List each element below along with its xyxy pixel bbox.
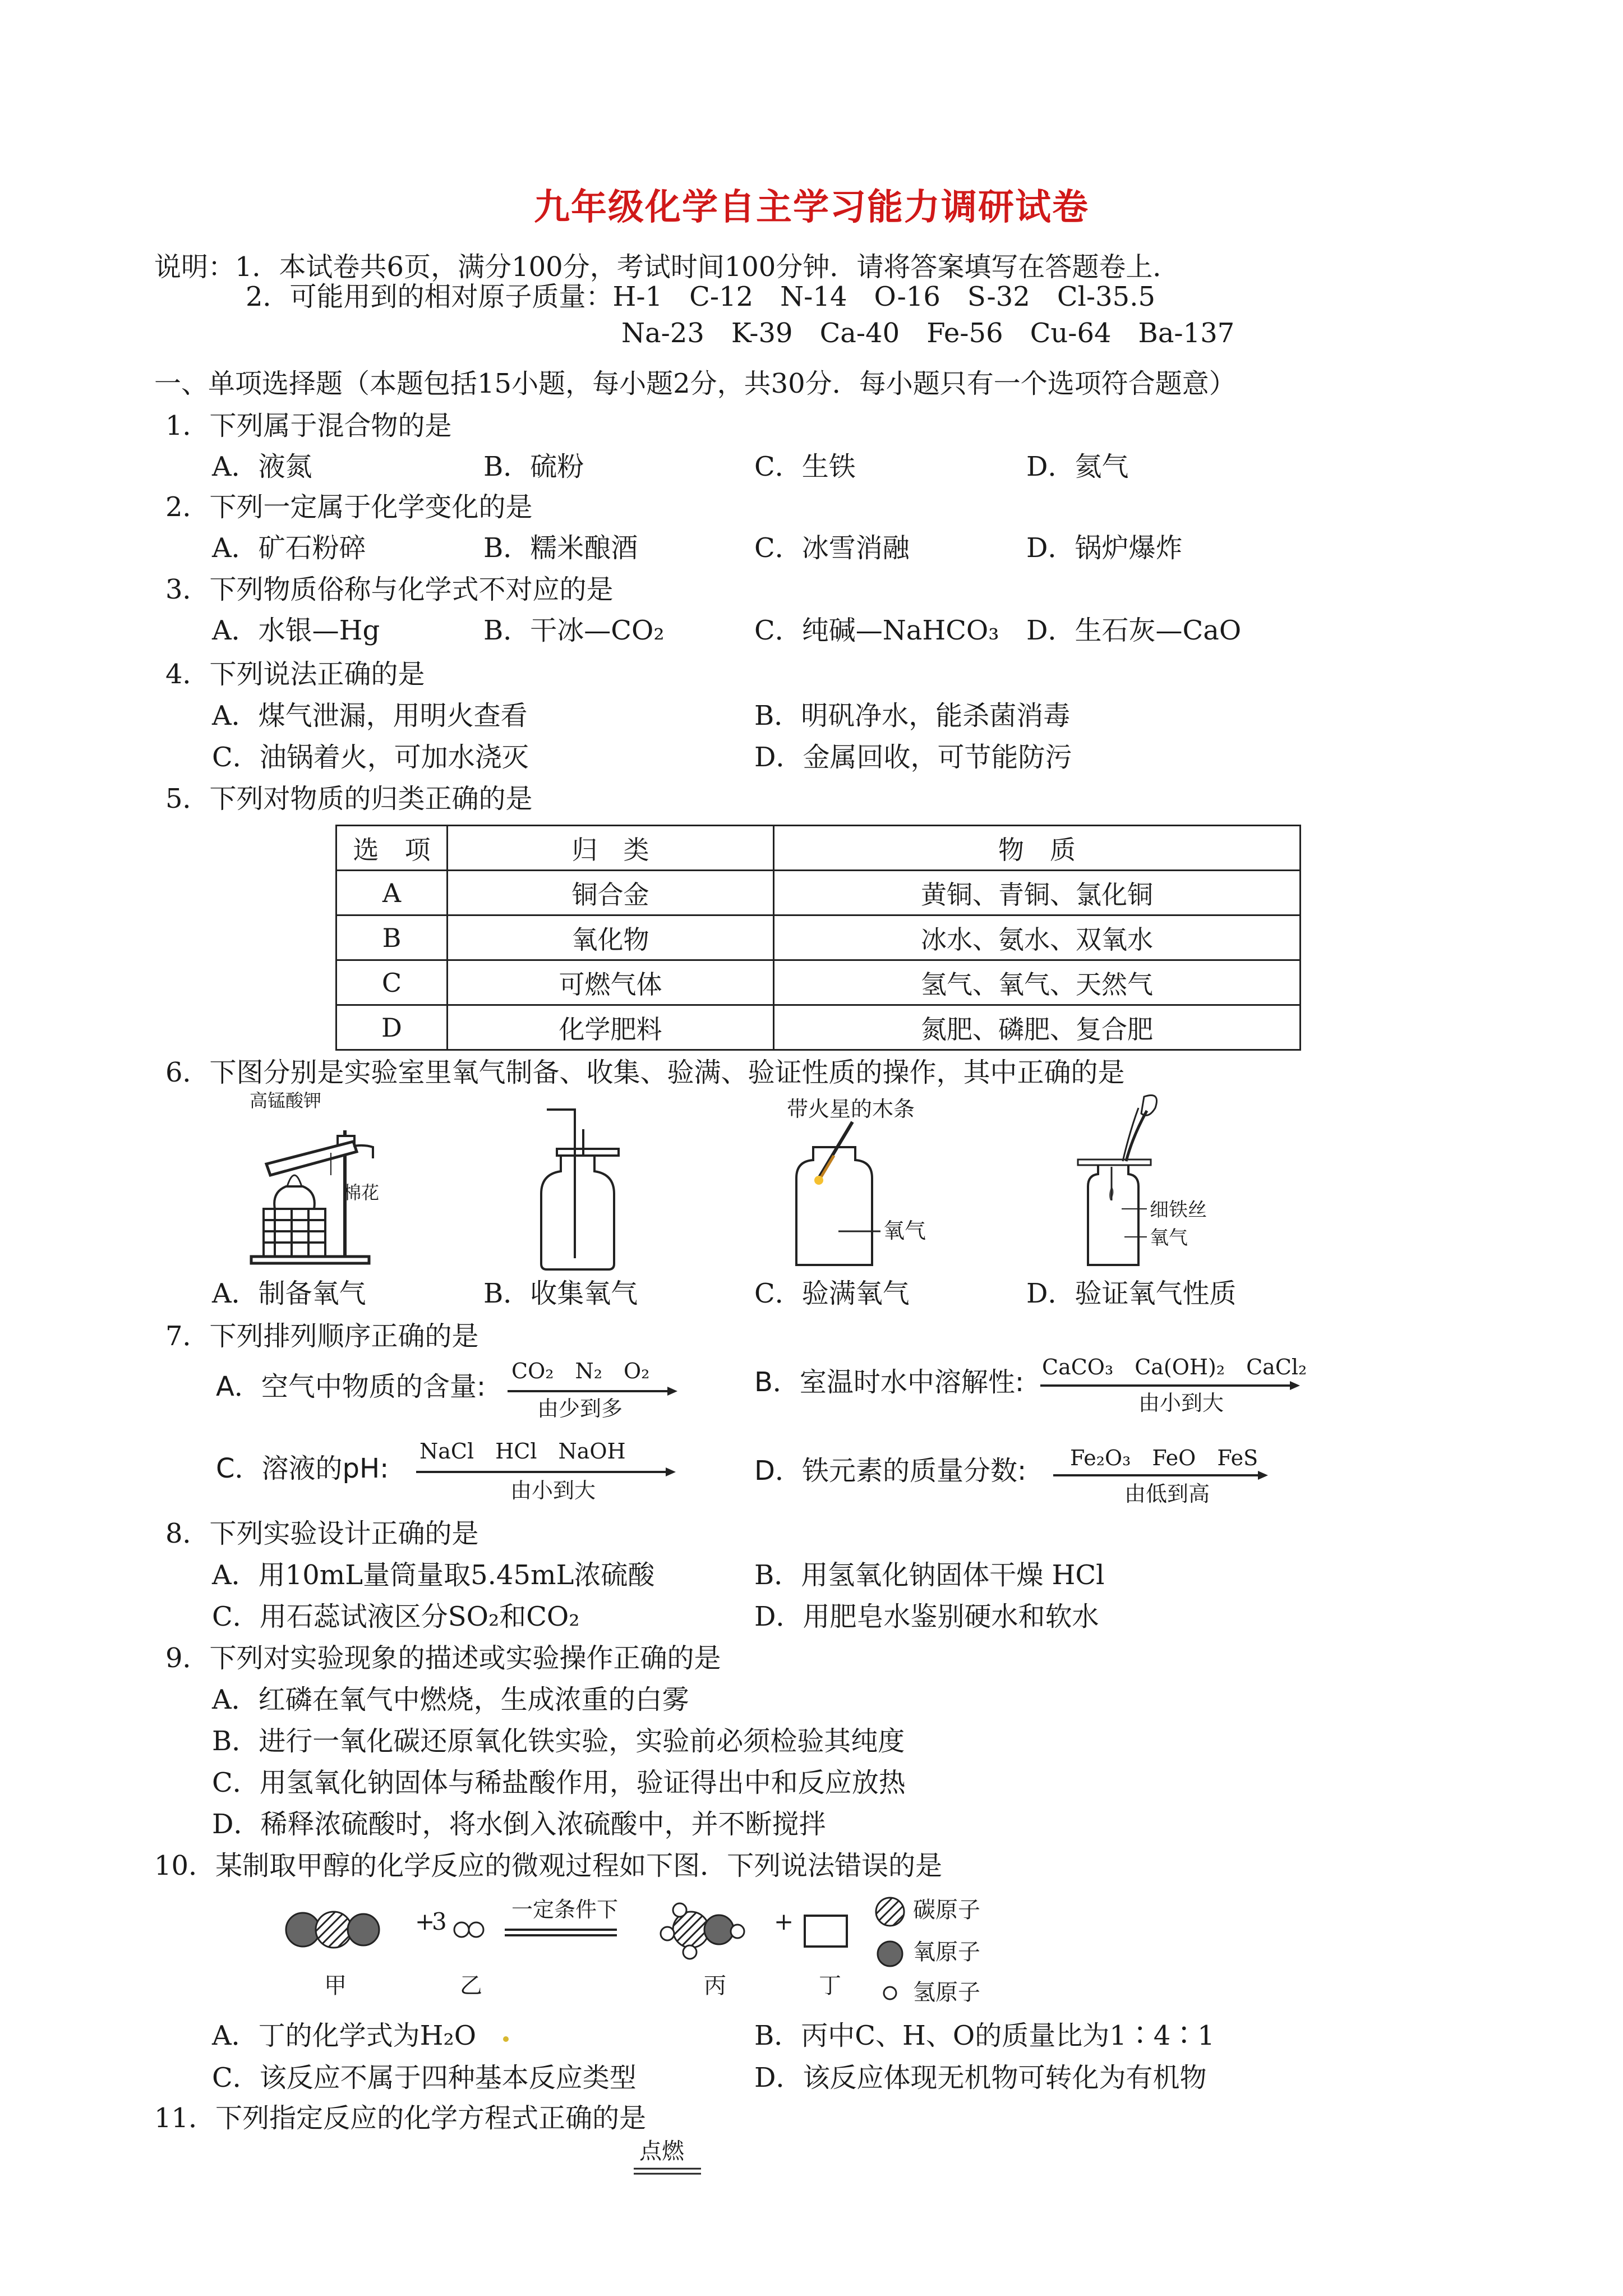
question-1-stem: 1．下列属于混合物的是 (165, 410, 452, 441)
q9-option-b: B．进行一氧化碳还原氧化铁实验，实验前必须检验其纯度 (212, 1726, 905, 1757)
q7-option-b-order: 由小到大 (1138, 1391, 1224, 1415)
table-header-cell: 归 类 (448, 826, 774, 871)
question-2-stem: 2．下列一定属于化学变化的是 (165, 491, 533, 523)
q7-a-arrow (508, 1386, 679, 1397)
page-title: 九年级化学自主学习能力调研试卷 (534, 186, 1089, 228)
q9-option-c: C．用氢氧化钠固体与稀盐酸作用，验证得出中和反应放热 (212, 1767, 906, 1798)
fig-d-wire-label: 细铁丝 (1150, 1199, 1207, 1221)
q7-option-b-items: CaCO₃ Ca(OH)₂ CaCl₂ (1042, 1355, 1307, 1379)
q1-option-c: C．生铁 (754, 451, 856, 482)
q2-option-d: D．锅炉爆炸 (1026, 532, 1183, 564)
table-header-cell: 物 质 (774, 826, 1301, 871)
q2-option-c: C．冰雪消融 (754, 532, 910, 564)
q8-option-c: C．用石蕊试液区分SO₂和CO₂ (212, 1601, 580, 1632)
legend-carbon-atom: 碳原子 (913, 1897, 980, 1923)
question-6-stem: 6．下图分别是实验室里氧气制备、收集、验满、验证性质的操作，其中正确的是 (165, 1057, 1125, 1088)
q7-option-d-items: Fe₂O₃ FeO FeS (1070, 1446, 1258, 1470)
fig-c-oxygen-label: 氧气 (883, 1218, 926, 1243)
fig-a-reagent-label: 高锰酸钾 (250, 1090, 322, 1111)
q7-c-arrow (416, 1466, 677, 1478)
product-bing-label: 丙 (704, 1973, 726, 1999)
question-4-stem: 4．下列说法正确的是 (165, 659, 425, 690)
fig-c-glowing-splint-test (788, 1122, 889, 1273)
q8-option-d: D．用肥皂水鉴别硬水和软水 (754, 1601, 1099, 1632)
stray-mark (503, 2036, 509, 2042)
instructions-line-2: 2．可能用到的相对原子质量：H-1 C-12 N-14 O-16 S-32 Cl-35.5 (246, 281, 1155, 312)
question-5-stem: 5．下列对物质的归类正确的是 (165, 783, 533, 815)
q4-option-b: B．明矾净水，能杀菌消毒 (754, 700, 1071, 731)
legend-oxygen-atom: 氧原子 (913, 1939, 980, 1965)
question-3-stem: 3．下列物质俗称与化学式不对应的是 (165, 574, 614, 605)
q7-option-c-items: NaCl HCl NaOH (419, 1439, 626, 1464)
q6-option-b: B．收集氧气 (483, 1278, 638, 1309)
q7-option-c-order: 由小到大 (510, 1478, 596, 1503)
q6-option-a: A．制备氧气 (212, 1278, 366, 1309)
table-cell: 化学肥料 (448, 1005, 774, 1050)
table-header-row (336, 826, 1301, 871)
atom-legend-markers (875, 1895, 906, 2007)
q1-option-d: D．氦气 (1026, 451, 1129, 482)
q3-option-b: B．干冰—CO₂ (483, 615, 665, 646)
q7-option-a-label: A．空气中物质的含量: (216, 1371, 486, 1402)
q7-d-arrow (1053, 1470, 1269, 1481)
instructions-line-3: Na-23 K-39 Ca-40 Fe-56 Cu-64 Ba-137 (621, 318, 1235, 349)
table-cell: B (336, 915, 448, 960)
table-cell: 氮肥、磷肥、复合肥 (774, 1005, 1301, 1050)
table-cell: 冰水、氨水、双氧水 (774, 915, 1301, 960)
q4-option-d: D．金属回收，可节能防污 (754, 742, 1072, 773)
q2-option-b: B．糯米酿酒 (483, 532, 638, 564)
product-ding-label: 丁 (819, 1973, 841, 1999)
question-10-stem: 10．某制取甲醇的化学反应的微观过程如下图．下列说法错误的是 (154, 1850, 943, 1881)
reaction-plus-1: + (415, 1908, 435, 1935)
q11-equation-double-line (634, 2166, 701, 2178)
q10-option-d: D．该反应体现无机物可转化为有机物 (754, 2062, 1207, 2093)
q7-option-b-label: B．室温时水中溶解性: (754, 1366, 1025, 1398)
fig-d-oxygen-label: 氧气 (1150, 1227, 1188, 1249)
classification-table (335, 825, 1301, 1051)
q3-option-c: C．纯碱—NaHCO₃ (754, 615, 999, 646)
q11-condition-label: 点燃 (639, 2138, 684, 2164)
q2-option-a: A．矿石粉碎 (212, 532, 366, 564)
table-row (336, 960, 1301, 1005)
q8-option-a: A．用10mL量筒量取5.45mL浓硫酸 (212, 1559, 655, 1591)
fig-b-collecting-bottle (536, 1104, 620, 1272)
fig-c-splint-label: 带火星的木条 (787, 1097, 915, 1121)
q10-option-b: B．丙中C、H、O的质量比为1∶4∶1 (754, 2020, 1215, 2051)
table-cell: A (336, 871, 448, 915)
q10-option-c: C．该反应不属于四种基本反应类型 (212, 2062, 637, 2093)
reaction-coefficient: 3 (432, 1908, 447, 1935)
q1-option-b: B．硫粉 (483, 451, 584, 482)
table-header-cell: 选 项 (336, 826, 448, 871)
q10-option-a: A．丁的化学式为H₂O (212, 2020, 477, 2051)
q4-option-c: C．油锅着火，可加水浇灭 (212, 742, 529, 773)
q4-option-a: A．煤气泄漏，用明火查看 (212, 700, 528, 731)
table-cell: D (336, 1005, 448, 1050)
q9-option-d: D．稀释浓硫酸时，将水倒入浓硫酸中，并不断搅拌 (212, 1809, 826, 1840)
table-row (336, 871, 1301, 915)
q3-option-d: D．生石灰—CaO (1026, 615, 1242, 646)
question-11-stem: 11．下列指定反应的化学方程式正确的是 (154, 2102, 647, 2134)
reactant-jia-label: 甲 (324, 1973, 347, 1999)
table-cell: 铜合金 (448, 871, 774, 915)
section-heading: 一、单项选择题（本题包括15小题，每小题2分，共30分．每小题只有一个选项符合题意） (154, 368, 1236, 399)
table-row (336, 915, 1301, 960)
question-9-stem: 9．下列对实验现象的描述或实验操作正确的是 (165, 1642, 721, 1674)
table-cell: 氢气、氧气、天然气 (774, 960, 1301, 1005)
instructions-line-1: 说明：1．本试卷共6页，满分100分，考试时间100分钟．请将答案填写在答题卷上． (154, 251, 1180, 283)
q6-option-c: C．验满氧气 (754, 1278, 910, 1309)
q7-option-a-items: CO₂ N₂ O₂ (511, 1359, 650, 1383)
q7-option-d-label: D．铁元素的质量分数: (754, 1455, 1027, 1487)
q1-option-a: A．液氮 (212, 451, 312, 482)
question-8-stem: 8．下列实验设计正确的是 (165, 1518, 479, 1549)
fig-a-cotton-label: 棉花 (343, 1182, 380, 1203)
table-row (336, 1005, 1301, 1050)
legend-hydrogen-atom: 氢原子 (913, 1980, 980, 2005)
q7-option-a-order: 由少到多 (537, 1396, 623, 1421)
table-cell: C (336, 960, 448, 1005)
table-cell: 黄铜、青铜、氯化铜 (774, 871, 1301, 915)
table-cell: 可燃气体 (448, 960, 774, 1005)
q8-option-b: B．用氢氧化钠固体干燥 HCl (754, 1559, 1105, 1591)
question-7-stem: 7．下列排列顺序正确的是 (165, 1320, 479, 1352)
reaction-plus-2: + (774, 1908, 794, 1935)
reactant-yi-label: 乙 (460, 1973, 482, 1999)
q7-option-c-label: C．溶液的pH: (216, 1453, 389, 1484)
q3-option-a: A．水银—Hg (212, 615, 380, 646)
table-cell: 氧化物 (448, 915, 774, 960)
q6-option-d: D．验证氧气性质 (1026, 1278, 1237, 1309)
q9-option-a: A．红磷在氧气中燃烧，生成浓重的白雾 (212, 1684, 689, 1715)
q7-option-d-order: 由低到高 (1124, 1481, 1210, 1506)
q7-b-arrow (1040, 1380, 1301, 1391)
reaction-condition: 一定条件下 (511, 1897, 619, 1922)
